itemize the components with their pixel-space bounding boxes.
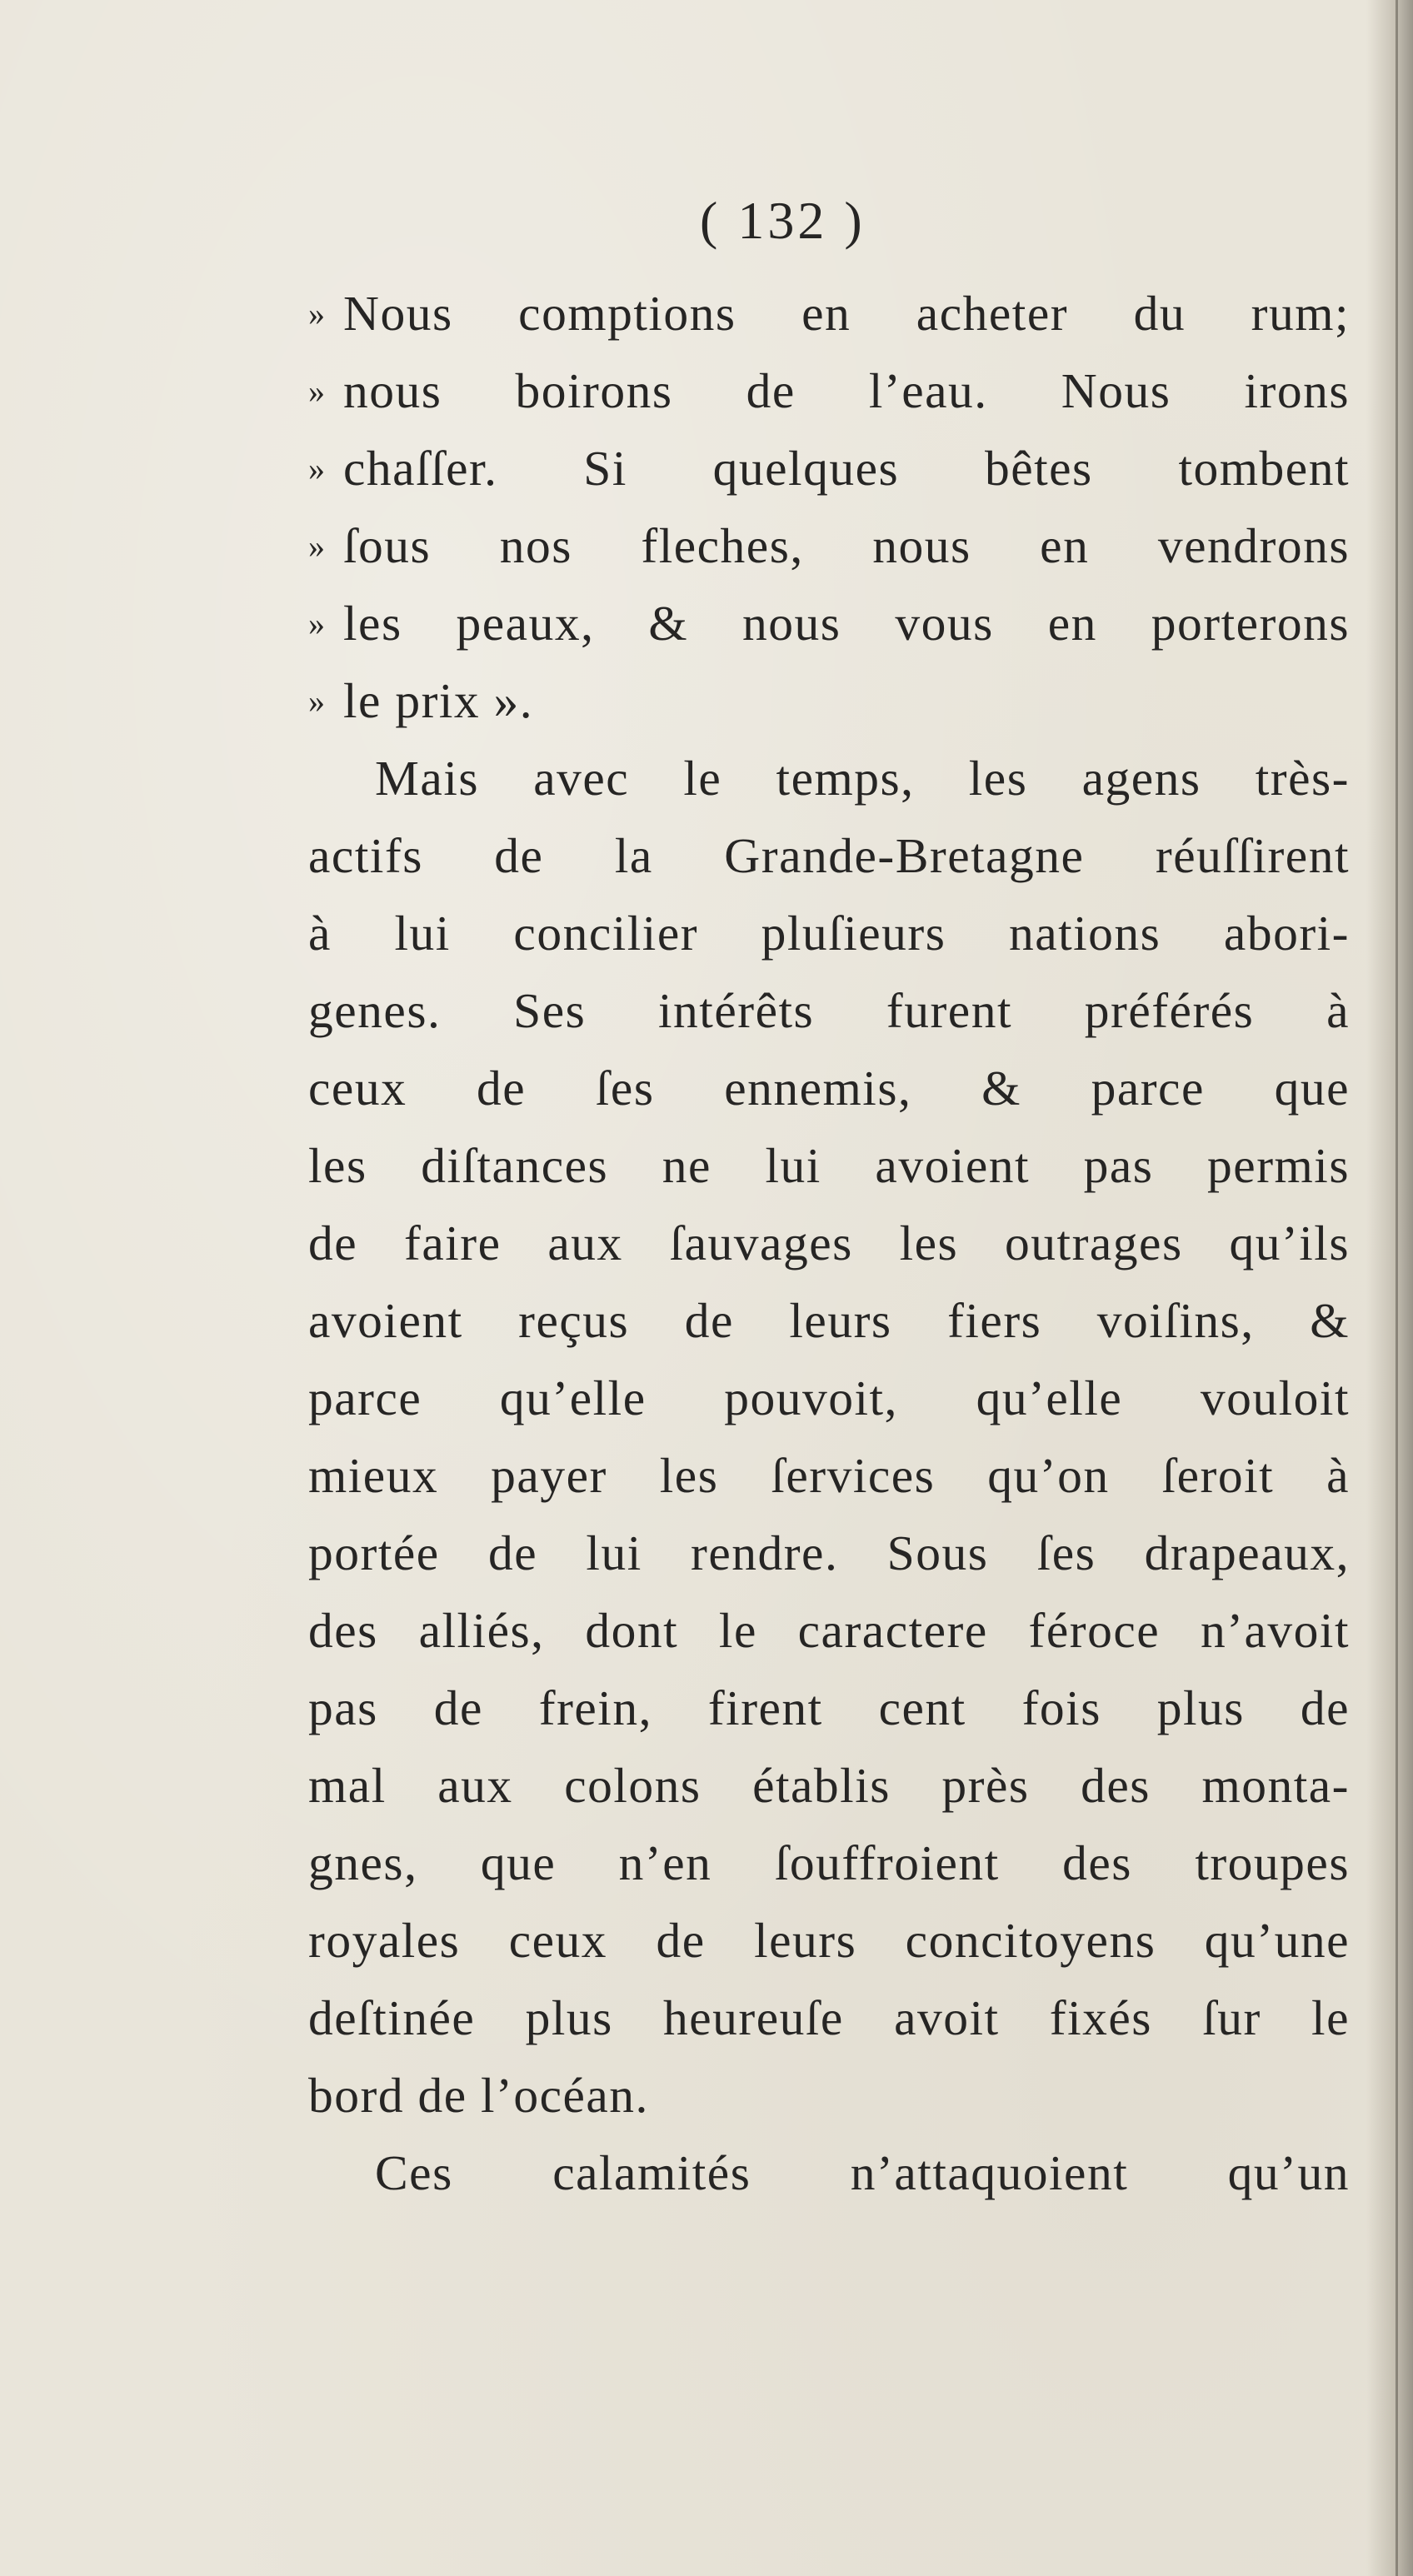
text-line xyxy=(308,507,1350,585)
line-text: ſous nos fleches, nous en vendrons xyxy=(343,518,1350,573)
line-text: nous boirons de l’eau. Nous irons xyxy=(343,363,1350,418)
text-line: mal aux colons établis près des monta- xyxy=(308,1758,1350,1813)
text-line xyxy=(308,275,1350,352)
text-line: genes. Ses intérêts furent préférés à xyxy=(308,983,1350,1038)
quote-mark: » xyxy=(308,605,325,642)
text-line: actifs de la Grande-Bretagne réuſſirent xyxy=(308,828,1350,883)
quote-mark: » xyxy=(308,295,325,332)
paragraph-start-line: Mais avec le temps, les agens très- xyxy=(375,751,1350,806)
line-text: chaſſer. Si quelques bêtes tombent xyxy=(343,441,1350,496)
text-line xyxy=(308,352,1350,430)
page-number: ( 132 ) xyxy=(700,191,866,250)
text-line: les diſtances ne lui avoient pas permis xyxy=(308,1138,1350,1193)
text-line: gnes, que n’en ſouffroient des troupes xyxy=(308,1835,1350,1890)
text-line: à lui concilier pluſieurs nations abori- xyxy=(308,906,1350,961)
text-line: ceux de ſes ennemis, & parce que xyxy=(308,1061,1350,1116)
line-text: le prix ». xyxy=(343,673,534,728)
page-gutter-line xyxy=(1396,0,1398,2576)
text-line: avoient reçus de leurs fiers voiſins, & xyxy=(308,1293,1350,1348)
page-gutter-shadow xyxy=(1366,0,1413,2576)
text-line: des alliés, dont le caractere féroce n’avoit xyxy=(308,1603,1350,1658)
text-line: bord de l’océan. xyxy=(308,2068,649,2123)
paragraph-start-line: Ces calamités n’attaquoient qu’un xyxy=(375,2145,1350,2200)
text-line: parce qu’elle pouvoit, qu’elle vouloit xyxy=(308,1370,1350,1425)
text-line xyxy=(308,430,1350,507)
quote-mark: » xyxy=(308,372,325,410)
body-text xyxy=(308,275,1350,2212)
quote-mark: » xyxy=(308,450,325,487)
text-line: portée de lui rendre. Sous ſes drapeaux, xyxy=(308,1525,1350,1580)
text-line xyxy=(308,585,1350,662)
quote-mark: » xyxy=(308,682,325,720)
text-line: mieux payer les ſervices qu’on ſeroit à xyxy=(308,1448,1350,1503)
text-line: pas de frein, firent cent fois plus de xyxy=(308,1680,1350,1735)
text-line: deſtinée plus heureuſe avoit fixés ſur le xyxy=(308,1990,1350,2045)
line-text: les peaux, & nous vous en porterons xyxy=(343,596,1350,651)
line-text: Nous comptions en acheter du rum; xyxy=(343,286,1350,341)
quote-mark: » xyxy=(308,527,325,565)
text-line xyxy=(308,662,1350,740)
text-line: de faire aux ſauvages les outrages qu’ils xyxy=(308,1216,1350,1271)
text-line: royales ceux de leurs concitoyens qu’une xyxy=(308,1913,1350,1968)
